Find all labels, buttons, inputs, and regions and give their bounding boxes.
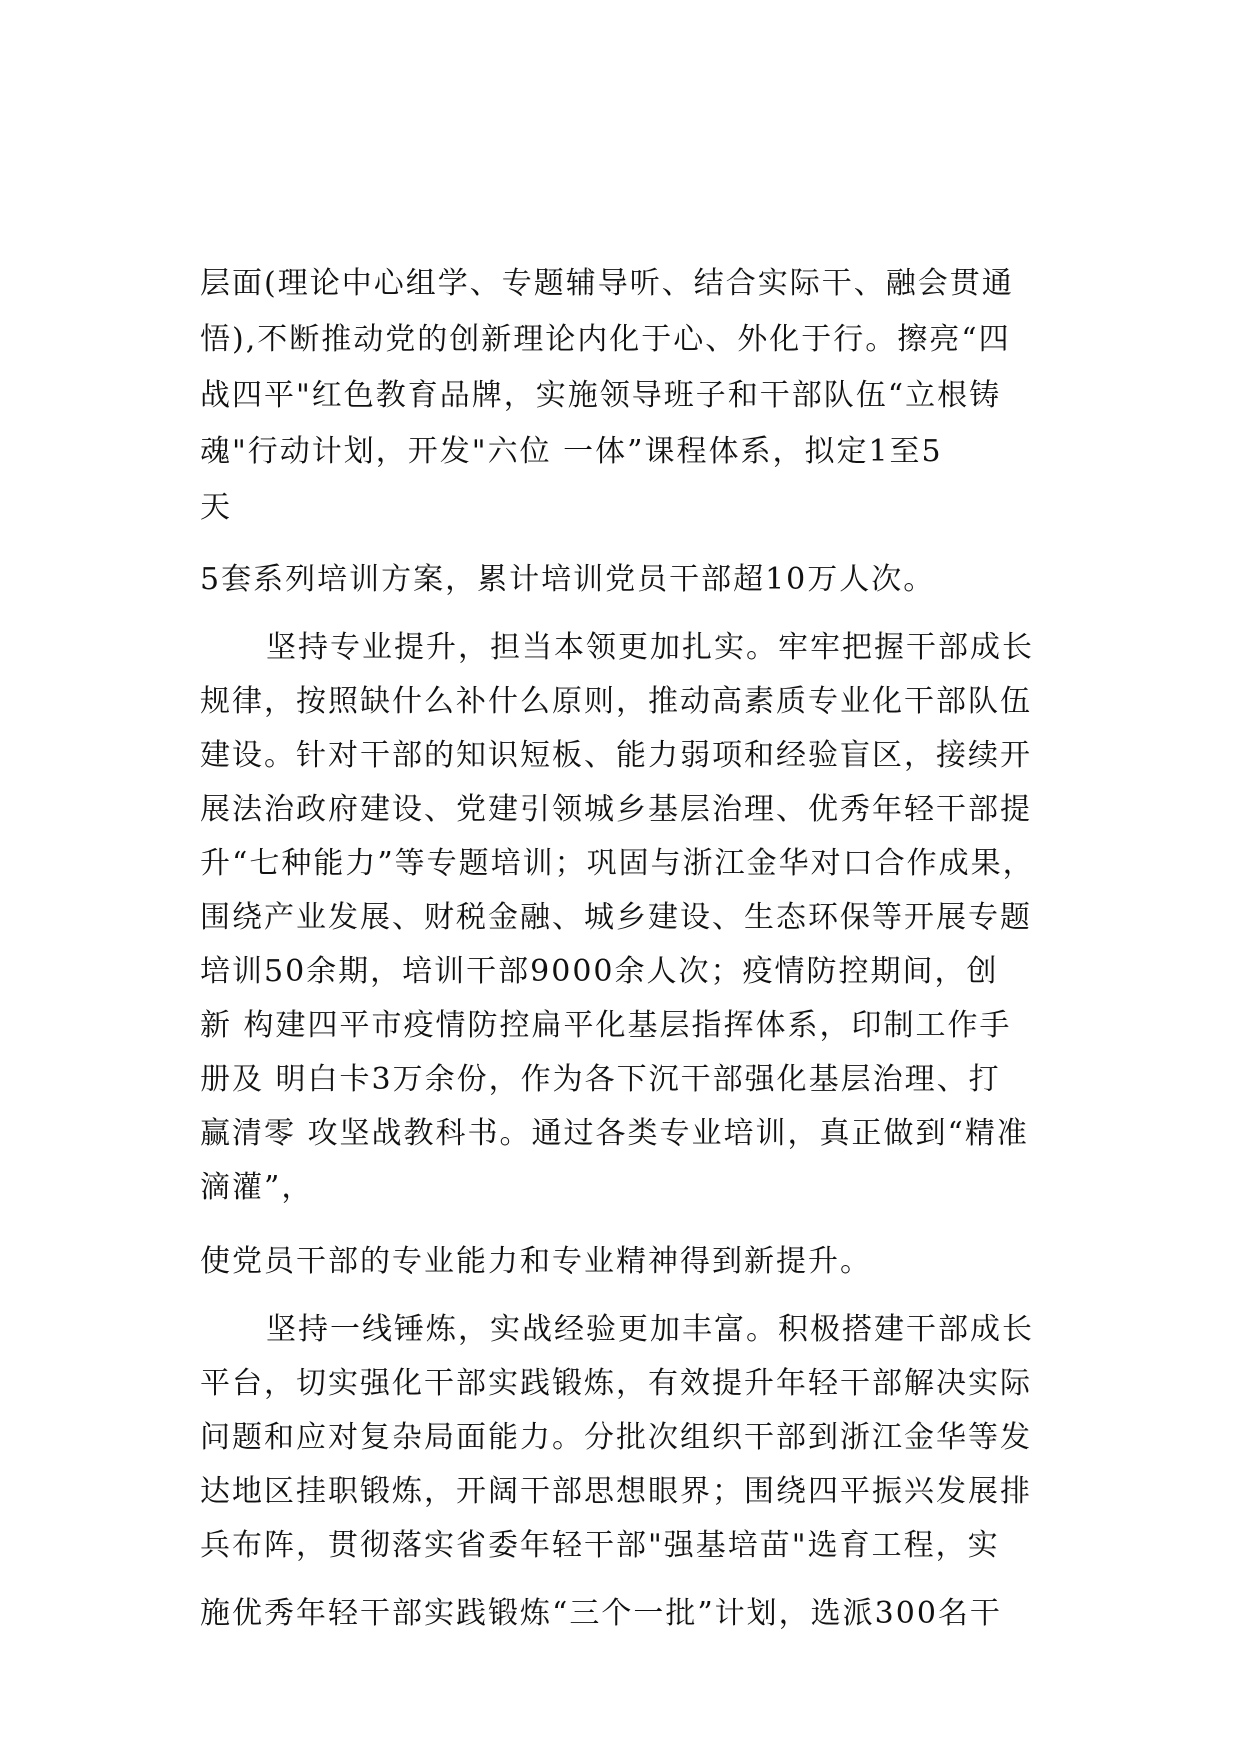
text-line: 达地区挂职锻炼，开阔干部思想眼界；围绕四平振兴发展排 [200, 1474, 1032, 1509]
text-line: 册及 明白卡3万余份，作为各下沉干部强化基层治理、打 [200, 1062, 1001, 1097]
text-line: 建设。针对干部的知识短板、能力弱项和经验盲区，接续开 [200, 738, 1032, 773]
text-line: 兵布阵，贯彻落实省委年轻干部"强基培苗"选育工程，实 [200, 1528, 1000, 1563]
paragraph-first-line: 坚持一线锤炼，实战经验更加丰富。积极搭建干部成长 [266, 1312, 1034, 1347]
text-line: 天 [200, 490, 232, 525]
text-line: 升“七种能力”等专题培训；巩固与浙江金华对口合作成果， [200, 846, 1035, 881]
text-line: 悟),不断推动党的创新理论内化于心、外化于行。擦亮“四 [200, 322, 1011, 357]
text-line: 使党员干部的专业能力和专业精神得到新提升。 [200, 1244, 872, 1279]
text-line: 展法治政府建设、党建引领城乡基层治理、优秀年轻干部提 [200, 792, 1032, 827]
text-line: 施优秀年轻干部实践锻炼“三个一批”计划，选派300名干 [200, 1596, 1002, 1631]
text-line: 新 构建四平市疫情防控扁平化基层指挥体系，印制工作手 [200, 1008, 1012, 1043]
text-line: 规律，按照缺什么补什么原则，推动高素质专业化干部队伍 [200, 684, 1032, 719]
text-line: 5套系列培训方案，累计培训党员干部超10万人次。 [200, 562, 936, 597]
text-line: 滴灌”， [200, 1170, 314, 1205]
text-line: 赢清零 攻坚战教科书。通过各类专业培训，真正做到“精准 [200, 1116, 1029, 1151]
paragraph-first-line: 坚持专业提升，担当本领更加扎实。牢牢把握干部成长 [266, 630, 1034, 665]
text-line: 培训50余期，培训干部9000余人次；疫情防控期间，创 [200, 954, 999, 989]
text-line: 围绕产业发展、财税金融、城乡建设、生态环保等开展专题 [200, 900, 1032, 935]
text-line: 层面(理论中心组学、专题辅导听、结合实际干、融会贯通 [200, 266, 1014, 301]
text-line: 魂"行动计划，开发"六位 一体”课程体系，拟定1至5 [200, 434, 943, 469]
text-line: 平台，切实强化干部实践锻炼，有效提升年轻干部解决实际 [200, 1366, 1032, 1401]
text-line: 战四平"红色教育品牌，实施领导班子和干部队伍“立根铸 [200, 378, 1002, 413]
text-line: 问题和应对复杂局面能力。分批次组织干部到浙江金华等发 [200, 1420, 1032, 1455]
